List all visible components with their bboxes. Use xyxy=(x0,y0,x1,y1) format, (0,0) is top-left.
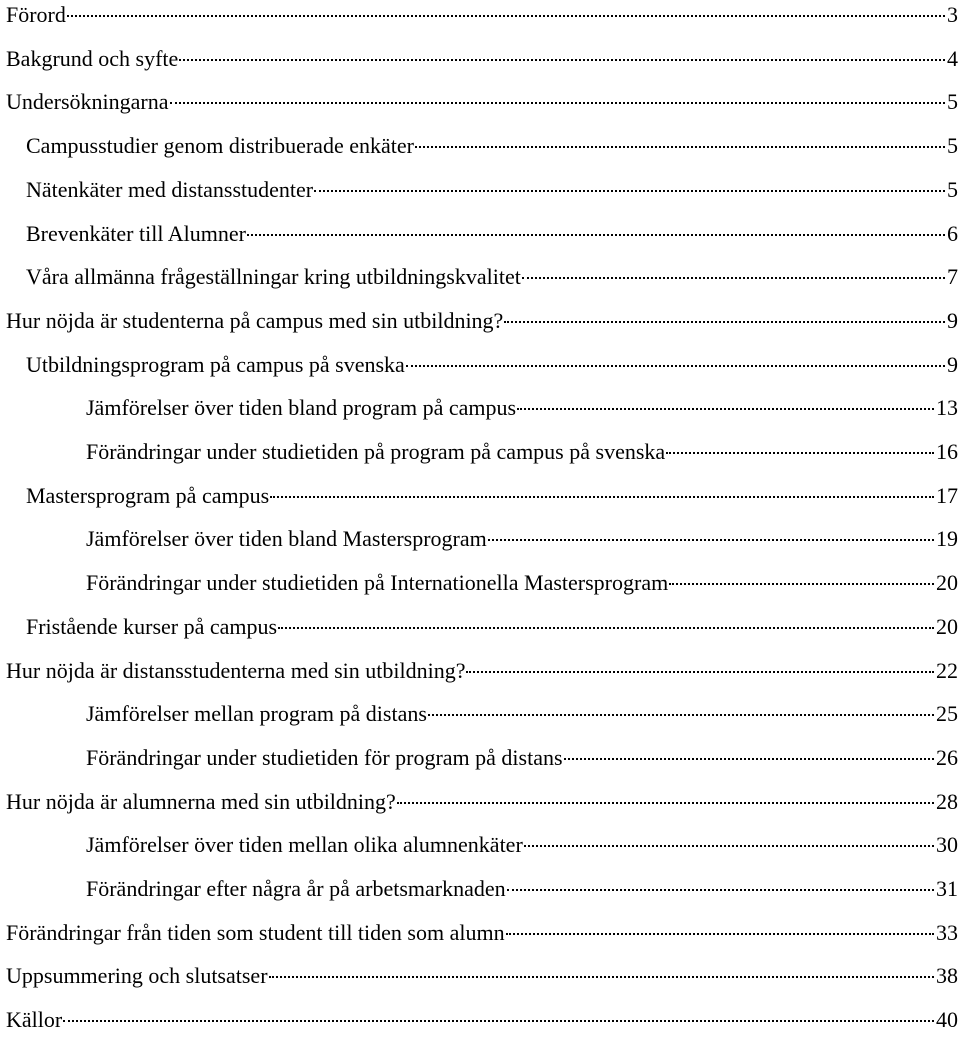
toc-entry-page-number: 28 xyxy=(936,788,958,814)
toc-entry-page-number: 7 xyxy=(947,264,958,290)
toc-dot-leader xyxy=(517,408,934,410)
toc-dot-leader xyxy=(170,102,945,104)
toc-entry-title: Förändringar under studietiden på Internationella Mastersprogram xyxy=(86,570,669,596)
toc-entry-title: Uppsummering och slutsatser xyxy=(6,963,268,989)
toc-entry-page-number: 33 xyxy=(936,919,958,945)
toc-entry-page-number: 17 xyxy=(936,482,958,508)
toc-entry-title: Jämförelser över tiden bland Mastersprogram xyxy=(86,526,487,552)
toc-entry[interactable] xyxy=(0,0,960,40)
toc-entry-title: Brevenkäter till Alumner xyxy=(26,220,246,246)
toc-entry-title: Jämförelser över tiden mellan olika alumnenkäter xyxy=(86,832,523,858)
toc-dot-leader xyxy=(270,496,934,498)
toc-dot-leader xyxy=(269,976,934,978)
toc-entry-page-number: 40 xyxy=(936,1007,958,1033)
toc-dot-leader xyxy=(278,627,934,629)
toc-dot-leader xyxy=(406,365,945,367)
toc-entry-title: Våra allmänna frågeställningar kring utbildningskvalitet xyxy=(26,264,521,290)
toc-entry-title: Hur nöjda är alumnerna med sin utbildning? xyxy=(6,788,396,814)
toc-entry-title: Förord xyxy=(6,2,66,27)
toc-entry-title: Hur nöjda är studenterna på campus med sin utbildning? xyxy=(6,307,504,333)
toc-entry-page-number: 5 xyxy=(947,133,958,159)
toc-entry-page-number: 4 xyxy=(947,45,958,71)
toc-entry-page-number: 16 xyxy=(936,439,958,464)
toc-entry-title: Mastersprogram på campus xyxy=(26,482,270,508)
toc-entry-title: Förändringar under studietiden för program på distans xyxy=(86,744,563,770)
toc-entry-page-number: 5 xyxy=(947,176,958,202)
toc-entry-title: Jämförelser över tiden bland program på campus xyxy=(86,395,517,421)
toc-dot-leader xyxy=(179,59,945,61)
toc-entry[interactable] xyxy=(0,306,960,346)
toc-entry-page-number: 13 xyxy=(936,395,958,421)
toc-dot-leader xyxy=(247,234,945,236)
toc-entry[interactable] xyxy=(0,874,960,914)
toc-entry[interactable] xyxy=(0,131,960,171)
toc-entry[interactable] xyxy=(0,350,960,390)
toc-dot-leader xyxy=(506,933,934,935)
toc-entry-page-number: 26 xyxy=(936,744,958,770)
toc-entry[interactable] xyxy=(0,568,960,608)
toc-entry-page-number: 25 xyxy=(936,701,958,727)
toc-dot-leader xyxy=(524,845,934,847)
toc-entry[interactable] xyxy=(0,656,960,696)
toc-entry[interactable] xyxy=(0,787,960,827)
toc-entry[interactable] xyxy=(0,918,960,958)
toc-dot-leader xyxy=(466,671,934,673)
toc-entry-page-number: 9 xyxy=(947,351,958,377)
toc-entry-page-number: 30 xyxy=(936,832,958,858)
toc-entry-page-number: 22 xyxy=(936,657,958,683)
toc-entry[interactable] xyxy=(0,699,960,739)
toc-entry-title: Campusstudier genom distribuerade enkäter xyxy=(26,133,414,159)
toc-entry-title: Förändringar under studietiden på program på campus på svenska xyxy=(86,439,666,464)
toc-dot-leader xyxy=(564,758,934,760)
toc-dot-leader xyxy=(63,1020,934,1022)
toc-entry[interactable] xyxy=(0,262,960,302)
toc-dot-leader xyxy=(666,452,934,454)
toc-entry[interactable] xyxy=(0,219,960,259)
toc-entry[interactable] xyxy=(0,1005,960,1045)
toc-dot-leader xyxy=(415,146,945,148)
toc-dot-leader xyxy=(507,889,934,891)
toc-entry-page-number: 31 xyxy=(936,876,958,901)
toc-dot-leader xyxy=(67,15,945,17)
toc-entry[interactable] xyxy=(0,44,960,84)
toc-entry[interactable] xyxy=(0,87,960,127)
toc-entry[interactable] xyxy=(0,743,960,783)
toc-entry-title: Jämförelser mellan program på distans xyxy=(86,701,427,727)
toc-dot-leader xyxy=(428,714,934,716)
toc-entry-title: Utbildningsprogram på campus på svenska xyxy=(26,351,405,377)
toc-entry-page-number: 5 xyxy=(947,89,958,115)
toc-dot-leader xyxy=(522,277,945,279)
toc-entry-title: Förändringar efter några år på arbetsmarknaden xyxy=(86,876,506,901)
toc-entry[interactable] xyxy=(0,175,960,215)
toc-dot-leader xyxy=(504,321,945,323)
toc-entry-title: Förändringar från tiden som student till tiden som alumn xyxy=(6,919,505,945)
toc-entry-title: Fristående kurser på campus xyxy=(26,613,278,639)
toc-entry-title: Undersökningarna xyxy=(6,89,169,115)
toc-dot-leader xyxy=(488,539,934,541)
toc-entry-title: Hur nöjda är distansstudenterna med sin utbildning? xyxy=(6,657,466,683)
toc-entry[interactable] xyxy=(0,437,960,477)
toc-entry[interactable] xyxy=(0,524,960,564)
toc-dot-leader xyxy=(669,583,934,585)
toc-entry-title: Nätenkäter med distansstudenter xyxy=(26,176,314,202)
toc-entry-page-number: 6 xyxy=(947,220,958,246)
toc-dot-leader xyxy=(314,190,945,192)
toc-entry-page-number: 38 xyxy=(936,963,958,989)
toc-entry[interactable] xyxy=(0,481,960,521)
toc-entry-title: Källor xyxy=(6,1007,63,1033)
toc-entry-page-number: 3 xyxy=(947,2,958,27)
toc-entry-page-number: 20 xyxy=(936,613,958,639)
toc-entry[interactable] xyxy=(0,393,960,433)
toc-entry-page-number: 20 xyxy=(936,570,958,596)
toc-entry[interactable] xyxy=(0,961,960,1001)
toc-entry-title: Bakgrund och syfte xyxy=(6,45,179,71)
toc-entry[interactable] xyxy=(0,612,960,652)
toc-entry-page-number: 9 xyxy=(947,307,958,333)
toc-entry[interactable] xyxy=(0,830,960,870)
toc-entry-page-number: 19 xyxy=(936,526,958,552)
toc-dot-leader xyxy=(397,802,934,804)
